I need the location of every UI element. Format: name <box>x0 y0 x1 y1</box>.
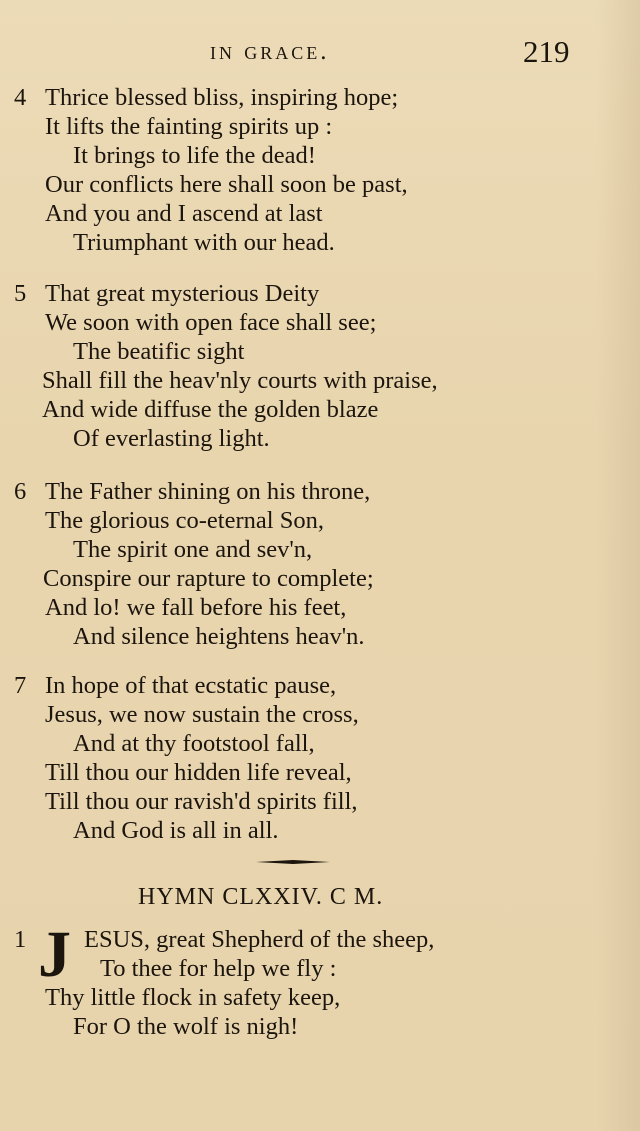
page-number: 219 <box>523 34 570 69</box>
verse-line: In hope of that ecstatic pause, <box>45 672 337 699</box>
verse-line: And you and I ascend at last <box>45 200 323 227</box>
verse-line: And God is all in all. <box>73 817 279 844</box>
verse-line: To thee for help we fly : <box>100 955 337 982</box>
stanza-number: 6 <box>14 478 27 505</box>
verse-line: And lo! we fall before his feet, <box>45 594 347 621</box>
section-divider <box>256 860 330 864</box>
drop-cap-letter: J <box>38 918 71 991</box>
verse-line: The beatific sight <box>73 338 245 365</box>
stanza-number: 4 <box>14 84 27 111</box>
verse-line: We soon with open face shall see; <box>45 309 377 336</box>
verse-line: And at thy footstool fall, <box>73 730 315 757</box>
verse-line: That great mysterious Deity <box>45 280 320 307</box>
stanza-number: 5 <box>14 280 27 307</box>
verse-line: The spirit one and sev'n, <box>73 536 313 563</box>
verse-line: The Father shining on his throne, <box>45 478 371 505</box>
verse-line: Triumphant with our head. <box>73 229 335 256</box>
verse-line: Thy little flock in safety keep, <box>45 984 341 1011</box>
verse-line: ESUS, great Shepherd of the sheep, <box>84 926 435 953</box>
verse-line: Conspire our rapture to complete; <box>43 565 374 592</box>
verse-line: Shall fill the heav'nly courts with praise, <box>42 367 438 394</box>
verse-line: Thrice blessed bliss, inspiring hope; <box>45 84 399 111</box>
verse-line: And silence heightens heav'n. <box>73 623 365 650</box>
verse-line: And wide diffuse the golden blaze <box>42 396 379 423</box>
running-header: in grace. <box>210 38 330 65</box>
stanza-number: 1 <box>14 926 27 953</box>
verse-line: Our conflicts here shall soon be past, <box>45 171 408 198</box>
verse-line: It lifts the fainting spirits up : <box>45 113 333 140</box>
verse-line: Of everlasting light. <box>73 425 270 452</box>
stanza-number: 7 <box>14 672 27 699</box>
verse-line: The glorious co-eternal Son, <box>45 507 324 534</box>
verse-line: For O the wolf is nigh! <box>73 1013 299 1040</box>
hymn-title: HYMN CLXXIV. C M. <box>138 884 384 910</box>
verse-line: Jesus, we now sustain the cross, <box>45 701 359 728</box>
verse-line: Till thou our hidden life reveal, <box>45 759 352 786</box>
verse-line: Till thou our ravish'd spirits fill, <box>45 788 358 815</box>
verse-line: It brings to life the dead! <box>73 142 316 169</box>
